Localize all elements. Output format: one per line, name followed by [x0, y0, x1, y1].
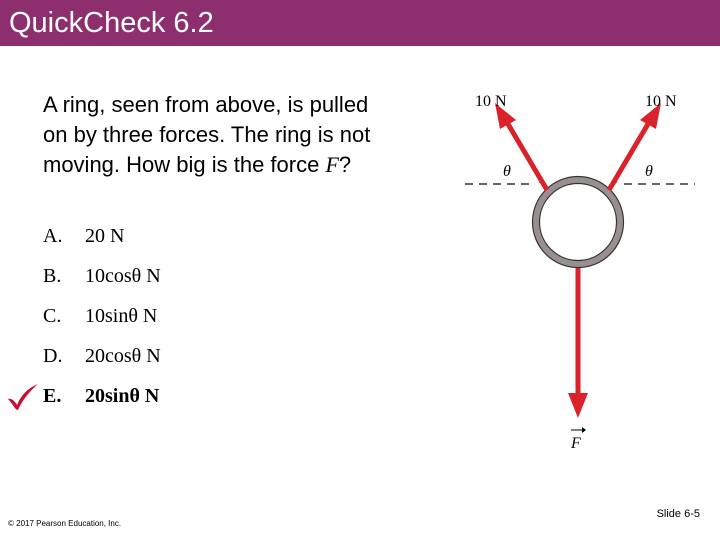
right-angle-label: θ	[645, 163, 653, 180]
slide-title: QuickCheck 6.2	[9, 7, 214, 39]
option-d-letter: D.	[43, 345, 63, 367]
option-c-letter: C.	[43, 305, 62, 327]
option-c-text: 10sinθ N	[85, 305, 158, 327]
left-angle-label: θ	[503, 163, 511, 180]
question-line-3	[43, 150, 453, 180]
right-force-arrow	[609, 103, 661, 190]
question-line-3-end: ?	[338, 152, 352, 177]
question-line-1: A ring, seen from above, is pulled	[43, 92, 369, 117]
vector-arrow-head	[582, 427, 586, 433]
option-c[interactable]	[43, 305, 157, 328]
left-force-label: 10 N	[475, 93, 507, 110]
force-variable: F	[325, 152, 339, 177]
option-e-text: 20sinθ N	[85, 385, 160, 407]
title-bar	[0, 0, 720, 46]
option-b[interactable]	[43, 265, 161, 288]
ring	[536, 180, 620, 264]
option-b-text: 10cosθ N	[85, 265, 161, 287]
checkmark-icon	[6, 382, 40, 412]
ring-inner-edge	[540, 184, 617, 261]
slide-number: Slide 6-5	[656, 508, 700, 520]
option-a-text: 20 N	[85, 225, 125, 247]
option-a[interactable]	[43, 225, 124, 248]
option-a-letter: A.	[43, 225, 63, 247]
question-line-2: on by three forces. The ring is not	[43, 122, 371, 147]
option-d-text: 20cosθ N	[85, 345, 161, 367]
copyright-notice: © 2017 Pearson Education, Inc.	[8, 519, 122, 528]
right-force-label: 10 N	[645, 93, 677, 110]
question-text	[43, 90, 453, 180]
force-diagram	[455, 80, 720, 460]
bottom-force-label: F	[571, 435, 581, 452]
option-d[interactable]	[43, 345, 161, 368]
option-b-letter: B.	[43, 265, 62, 287]
option-e-letter: E.	[43, 385, 62, 407]
question-line-3-start: moving. How big is the force	[43, 152, 326, 177]
option-e[interactable]	[43, 385, 159, 408]
bottom-force-arrow	[568, 268, 588, 418]
